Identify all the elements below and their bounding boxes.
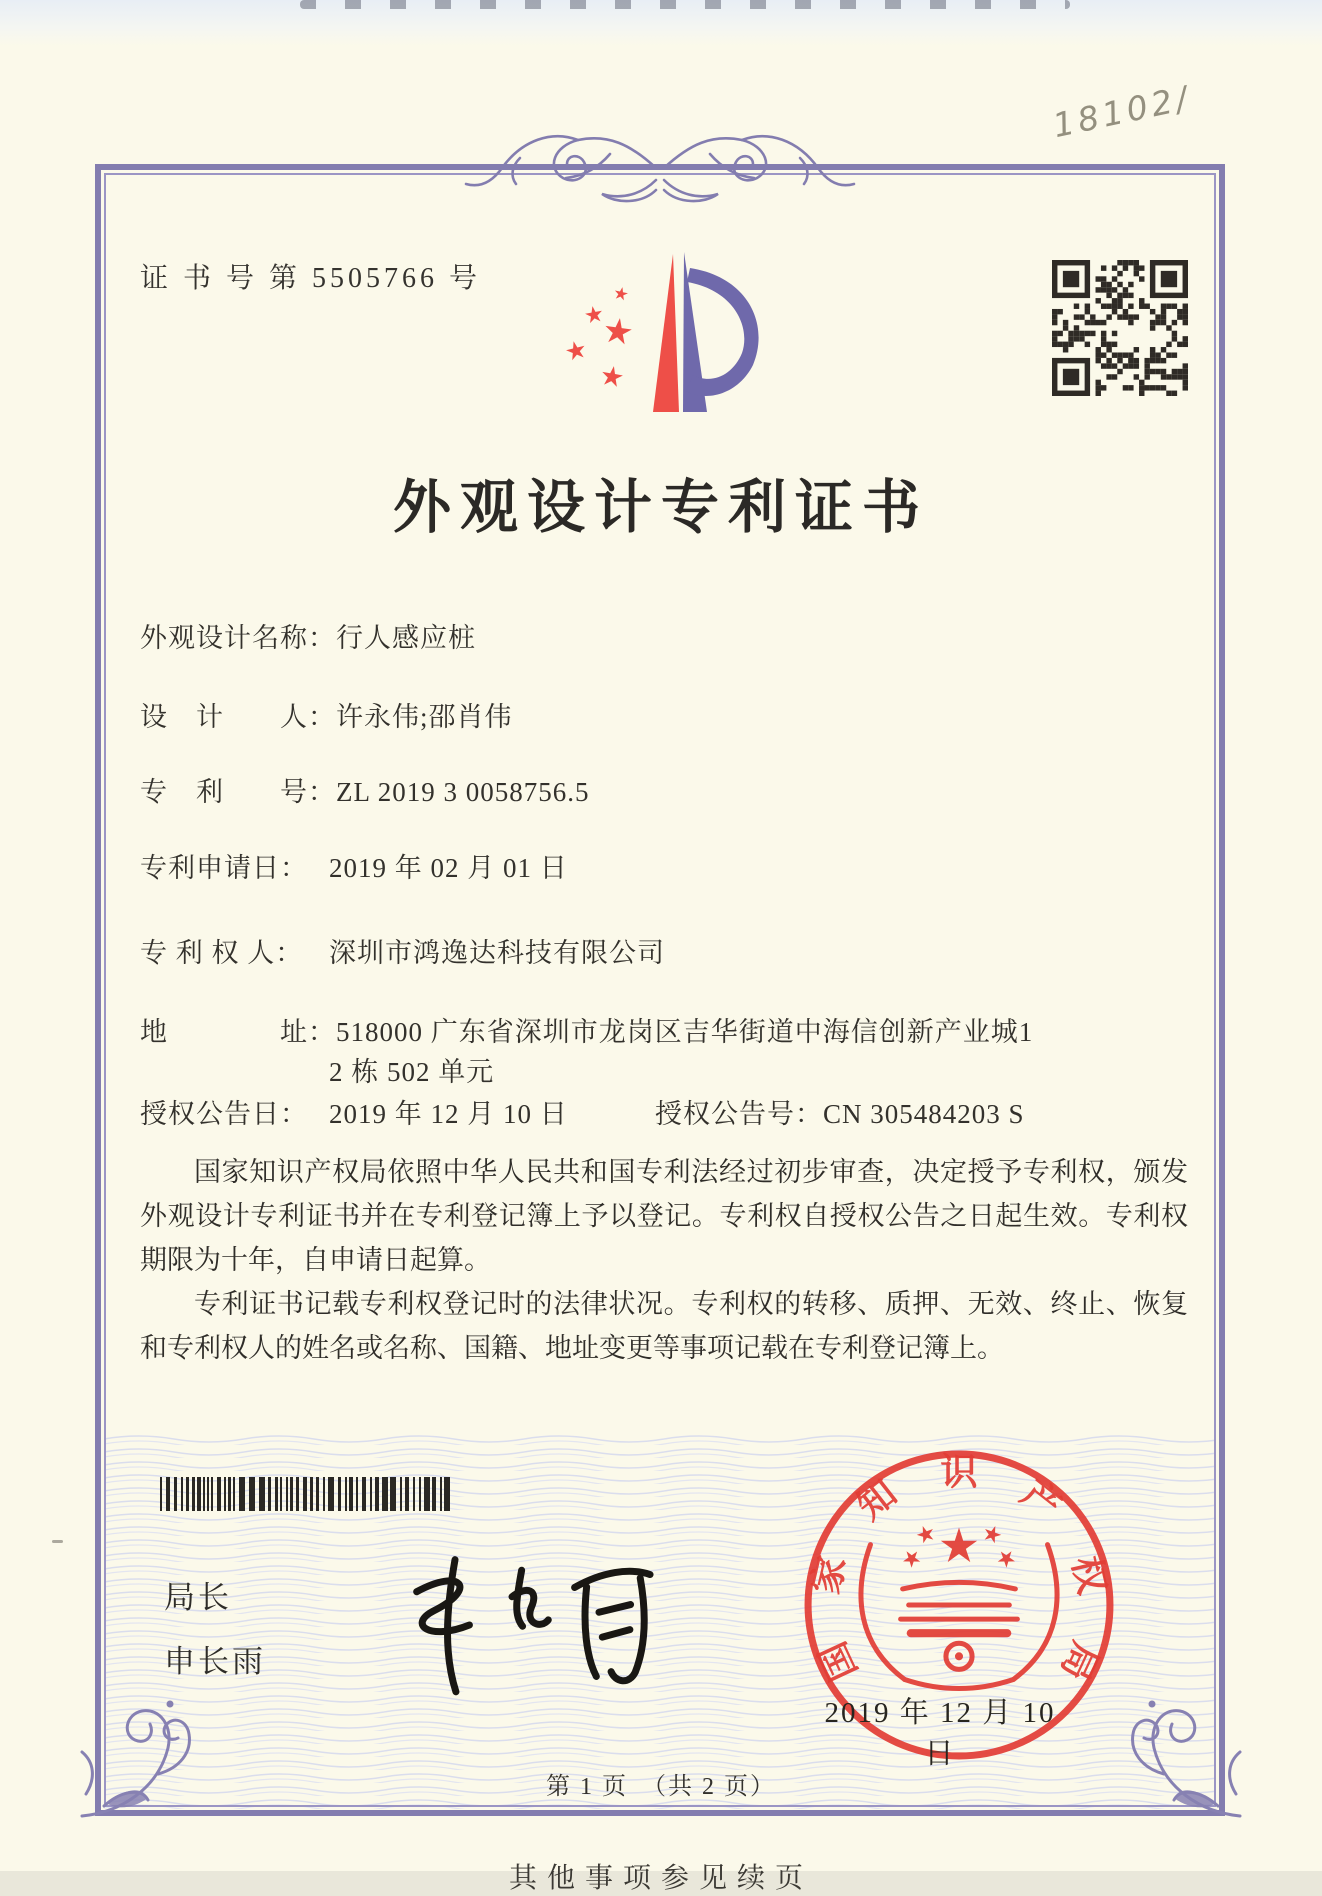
field-row-patent-no xyxy=(140,772,1204,812)
seal-character: 识 xyxy=(940,1452,978,1494)
seal-date: 2019 年 12 月 10 日 xyxy=(824,1697,1056,1770)
field-value: ZL 2019 3 0058756.5 xyxy=(336,777,590,807)
field-grant-no xyxy=(655,1094,1025,1134)
director-signature xyxy=(372,1528,682,1703)
field-value: 518000 广东省深圳市龙岗区吉华街道中海信创新产业城1 xyxy=(336,1017,1034,1047)
field-label: 地 址： xyxy=(140,1017,336,1047)
field-row-address xyxy=(140,1012,1204,1092)
field-row-grant xyxy=(140,1094,1204,1134)
field-label: 设 计 人： xyxy=(140,702,336,732)
field-value: 许永伟;邵肖伟 xyxy=(336,702,513,732)
field-value: CN 305484203 S xyxy=(823,1099,1025,1129)
page-footer: 第 1 页 （共 2 页） xyxy=(546,1774,776,1800)
legal-paragraph-2: 专利证书记载专利权登记时的法律状况。专利权的转移、质押、无效、终止、恢复和专利权人的姓名或名称、国籍、地址变更等事项记载在专利登记簿上。 xyxy=(140,1289,1188,1363)
director-name: 申长雨 xyxy=(164,1644,266,1679)
certificate-title: 外观设计专利证书 xyxy=(392,475,929,540)
field-label: 专 利 号： xyxy=(140,777,336,807)
handwritten-note: 18102/ xyxy=(1049,77,1195,146)
corner-flourish-right xyxy=(1114,1646,1248,1822)
seal-character: 权 xyxy=(1063,1552,1112,1598)
corner-flourish-left xyxy=(74,1646,208,1822)
certificate-number: 证 书 号 第 5505766 号 xyxy=(140,263,482,294)
seal-national-emblem xyxy=(861,1545,1057,1689)
field-label: 外观设计名称： xyxy=(140,623,336,653)
field-value: 深圳市鸿逸达科技有限公司 xyxy=(329,938,665,968)
seal-character: 产 xyxy=(1013,1473,1068,1529)
seal-character: 国 xyxy=(812,1635,866,1687)
seal-character: 知 xyxy=(850,1473,905,1529)
field-label: 专利申请日： xyxy=(140,853,308,883)
next-page-cutoff: 其他事项参见续页 xyxy=(508,1863,813,1894)
field-row-design-name xyxy=(140,618,1204,658)
field-value: 行人感应桩 xyxy=(336,623,476,653)
scan-margin-mark xyxy=(52,1540,63,1543)
legal-paragraph-1: 国家知识产权局依照中华人民共和国专利法经过初步审查，决定授予专利权，颁发外观设计专利证书并在专利登记簿上予以登记。专利权自授权公告之日起生效。专利权期限为十年，自申请日起算。 xyxy=(140,1157,1188,1275)
barcode xyxy=(160,1477,452,1511)
scan-edge-marks xyxy=(300,0,1070,9)
legal-text xyxy=(140,1150,1188,1370)
seal-character: 家 xyxy=(806,1552,855,1598)
field-row-filing-date xyxy=(140,848,1204,888)
field-label: 授权公告日： xyxy=(140,1099,308,1129)
cnipa-logo-icon xyxy=(560,244,772,420)
field-value: 2019 年 12 月 10 日 xyxy=(329,1099,568,1129)
field-row-patentee xyxy=(140,933,1204,973)
qr-code xyxy=(1052,260,1188,396)
field-label: 专 利 权 人： xyxy=(140,938,304,968)
field-value-line2: 2 栋 502 单元 xyxy=(329,1057,495,1087)
director-title: 局长 xyxy=(164,1580,232,1615)
field-row-designer xyxy=(140,697,1204,737)
field-value: 2019 年 02 月 01 日 xyxy=(329,853,568,883)
field-label: 授权公告号： xyxy=(655,1099,823,1129)
seal-character: 局 xyxy=(1052,1635,1106,1687)
top-dragon-ornament xyxy=(460,124,860,210)
